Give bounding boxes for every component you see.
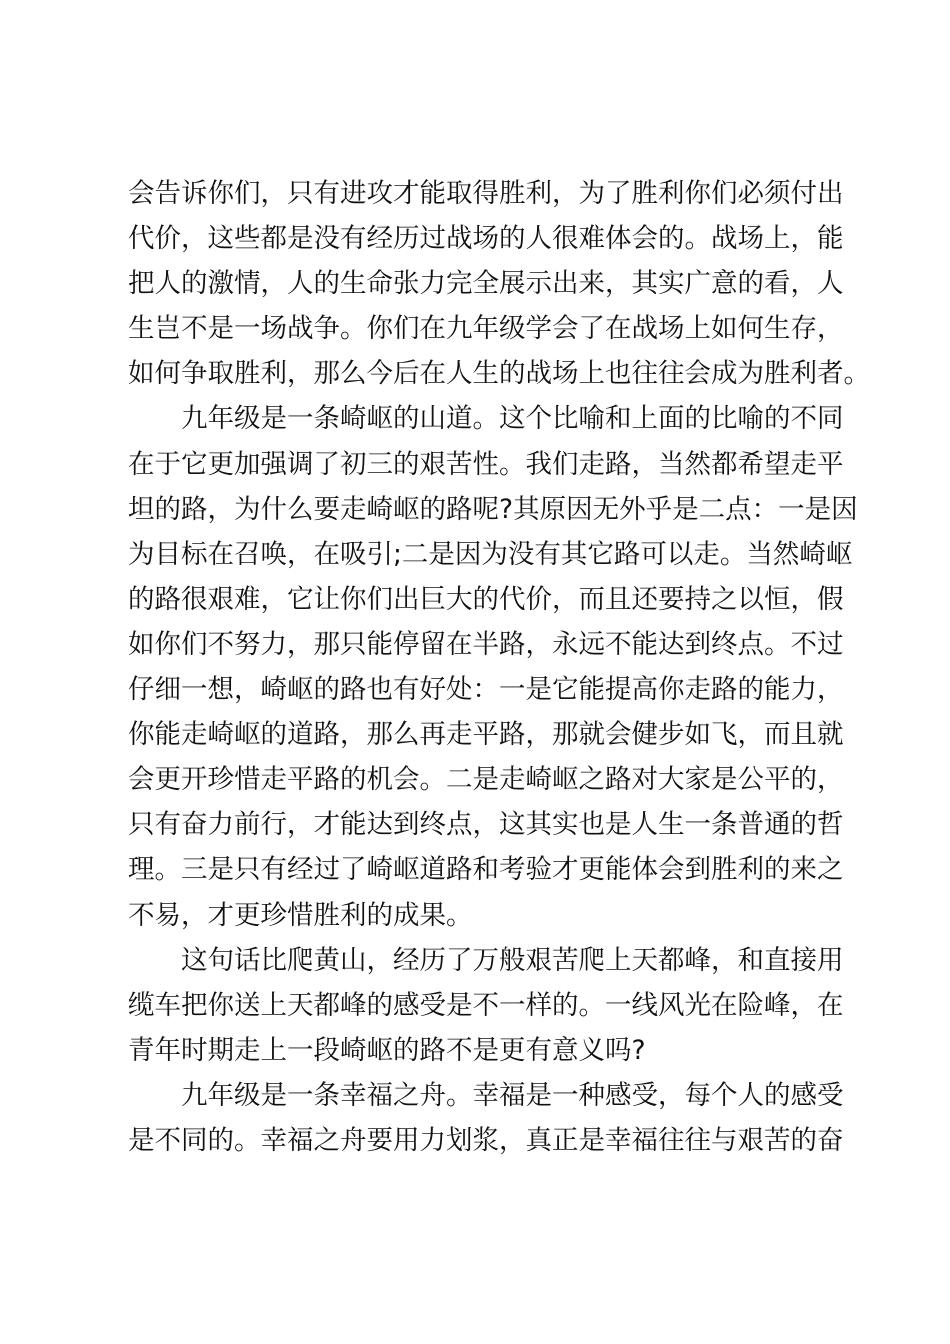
text-line: 只有奋力前行，才能达到终点，这其实也是人生一条普通的哲 xyxy=(128,809,844,841)
text-line: 生岂不是一场战争。你们在九年级学会了在战场上如何生存， xyxy=(128,313,844,345)
body-text xyxy=(128,171,870,1163)
paragraph xyxy=(128,171,870,396)
text-line: 如你们不努力，那只能停留在半路，永远不能达到终点。不过 xyxy=(128,628,844,660)
text-line: 为目标在召唤，在吸引;二是因为没有其它路可以走。当然崎岖 xyxy=(128,538,853,570)
paragraph xyxy=(128,1073,844,1163)
text-line: 如何争取胜利，那么今后在人生的战场上也往往会成为胜利者。 xyxy=(128,358,870,390)
text-line: 九年级是一条幸福之舟。幸福是一种感受，每个人的感受 xyxy=(181,1079,844,1111)
paragraph xyxy=(128,396,858,937)
text-line: 缆车把你送上天都峰的感受是不一样的。一线风光在险峰，在 xyxy=(128,989,844,1021)
text-line: 的路很艰难，它让你们出巨大的代价，而且还要持之以恒，假 xyxy=(128,583,844,615)
text-line: 在于它更加强调了初三的艰苦性。我们走路，当然都希望走平 xyxy=(128,448,844,480)
text-line: 代价，这些都是没有经历过战场的人很难体会的。战场上，能 xyxy=(128,223,844,255)
text-line: 九年级是一条崎岖的山道。这个比喻和上面的比喻的不同 xyxy=(181,403,844,435)
text-line: 青年时期走上一段崎岖的路不是更有意义吗? xyxy=(128,1034,646,1066)
paragraph xyxy=(128,938,844,1073)
text-line: 你能走崎岖的道路，那么再走平路，那就会健步如飞，而且就 xyxy=(128,719,844,751)
text-line: 理。三是只有经过了崎岖道路和考验才更能体会到胜利的来之 xyxy=(128,854,844,886)
text-line: 仔细一想，崎岖的路也有好处：一是它能提高你走路的能力， xyxy=(128,674,844,706)
text-line: 坦的路，为什么要走崎岖的路呢?其原因无外乎是二点：一是因 xyxy=(128,493,858,525)
text-line: 会更开珍惜走平路的机会。二是走崎岖之路对大家是公平的， xyxy=(128,764,844,796)
text-line: 这句话比爬黄山，经历了万般艰苦爬上天都峰，和直接用 xyxy=(181,944,844,976)
text-line: 会告诉你们，只有进攻才能取得胜利，为了胜利你们必须付出 xyxy=(128,178,844,209)
text-line: 不易，才更珍惜胜利的成果。 xyxy=(128,899,473,931)
text-line: 是不同的。幸福之舟要用力划浆，真正是幸福往往与艰苦的奋 xyxy=(128,1124,844,1156)
text-line: 把人的激情，人的生命张力完全展示出来，其实广意的看，人 xyxy=(128,268,844,300)
